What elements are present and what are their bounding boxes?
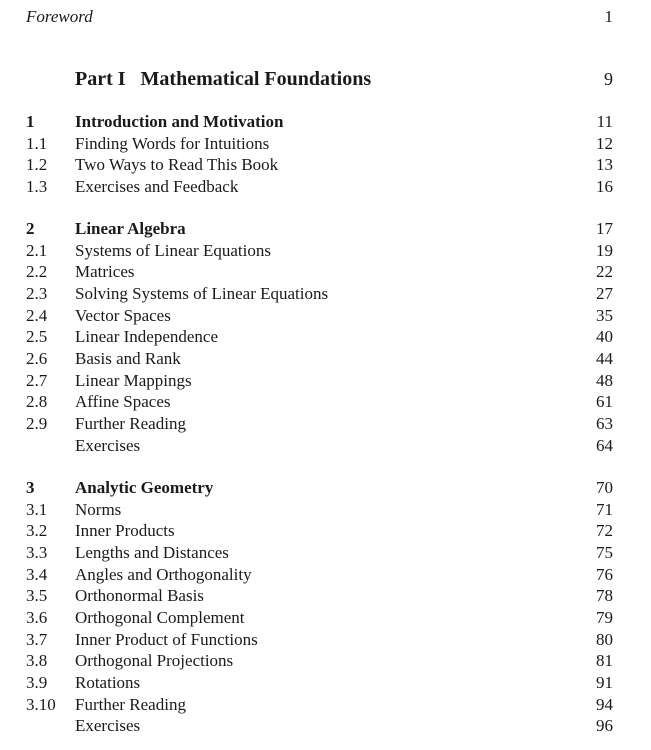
- toc-entry-section[interactable]: [0, 435, 651, 457]
- part-title: Mathematical Foundations: [140, 68, 372, 90]
- entry-title: Introduction and Motivation: [75, 112, 284, 131]
- toc-entry-section[interactable]: [0, 391, 651, 413]
- toc-entry-section[interactable]: [0, 629, 651, 651]
- entry-page: 96: [596, 716, 613, 736]
- entry-number: 3.6: [26, 607, 48, 627]
- toc-entry-foreword[interactable]: [0, 6, 651, 28]
- entry-page: 17: [596, 219, 613, 238]
- entry-number: 1.2: [26, 155, 48, 175]
- entry-title: Exercises: [75, 435, 141, 455]
- toc-entry-section[interactable]: [0, 564, 651, 586]
- entry-number: 2.8: [26, 392, 48, 412]
- toc-entry-section[interactable]: [0, 348, 651, 370]
- toc-entry-section[interactable]: [0, 607, 651, 629]
- entry-page: 19: [596, 240, 613, 260]
- entry-number: 1.1: [26, 133, 48, 153]
- entry-page: 71: [596, 499, 613, 519]
- entry-page: 64: [596, 435, 613, 455]
- entry-title: Further Reading: [75, 694, 186, 714]
- toc-entry-section[interactable]: [0, 672, 651, 694]
- toc-entry-section[interactable]: [0, 133, 651, 155]
- entry-page: 22: [596, 262, 613, 282]
- entry-number: 3.5: [26, 586, 48, 606]
- entry-title: Orthonormal Basis: [75, 586, 204, 606]
- toc-entry-section[interactable]: [0, 154, 651, 176]
- entry-title: Exercises and Feedback: [75, 177, 239, 196]
- entry-page: 44: [596, 348, 613, 368]
- entry-page: 81: [596, 651, 613, 671]
- toc-entry-section[interactable]: [0, 499, 651, 521]
- toc-entry-section[interactable]: [0, 520, 651, 542]
- entry-number: 2.6: [26, 348, 48, 368]
- entry-title: Affine Spaces: [75, 392, 171, 412]
- entry-title: Vector Spaces: [75, 305, 171, 325]
- entry-title: Matrices: [75, 262, 135, 282]
- entry-number: 2.5: [26, 327, 48, 347]
- toc-entry-part[interactable]: [0, 68, 651, 90]
- entry-page: 80: [596, 629, 613, 649]
- entry-title: Further Reading: [75, 413, 186, 433]
- entry-number: 1: [26, 112, 35, 131]
- entry-page: 12: [596, 133, 613, 153]
- entry-title: Lengths and Distances: [75, 542, 229, 562]
- entry-title: Linear Mappings: [75, 370, 192, 390]
- entry-page: 94: [596, 694, 613, 714]
- entry-number: 3: [26, 478, 35, 497]
- toc-entry-section[interactable]: [0, 240, 651, 262]
- foreword-title: Foreword: [26, 7, 93, 26]
- entry-title: Linear Independence: [75, 327, 218, 347]
- entry-page: 13: [596, 155, 613, 175]
- entry-title: Norms: [75, 499, 122, 519]
- entry-page: 70: [596, 478, 613, 497]
- entry-number: 3.7: [26, 629, 48, 649]
- entry-number: 3.3: [26, 542, 48, 562]
- part-heading: [75, 68, 371, 90]
- entry-title: Rotations: [75, 672, 141, 692]
- foreword-page: 1: [604, 7, 613, 26]
- part-label: Part I: [75, 68, 126, 90]
- entry-number: 2.9: [26, 413, 48, 433]
- entry-title: Orthogonal Complement: [75, 607, 245, 627]
- entry-title: Basis and Rank: [75, 348, 181, 368]
- entry-page: 11: [596, 112, 613, 131]
- entry-number: 2: [26, 219, 35, 238]
- toc-entry-section[interactable]: [0, 261, 651, 283]
- toc-entry-section[interactable]: [0, 370, 651, 392]
- entry-page: 61: [596, 392, 613, 412]
- toc-entry-chapter[interactable]: [0, 477, 651, 499]
- entry-title: Solving Systems of Linear Equations: [75, 283, 329, 303]
- entry-title: Inner Product of Functions: [75, 629, 258, 649]
- entry-title: Inner Products: [75, 521, 175, 541]
- toc-entry-section[interactable]: [0, 542, 651, 564]
- entry-title: Two Ways to Read This Book: [75, 155, 279, 175]
- entry-title: Angles and Orthogonality: [75, 564, 252, 584]
- entry-number: 2.2: [26, 262, 48, 282]
- toc-entry-chapter[interactable]: [0, 111, 651, 133]
- toc-entry-section[interactable]: [0, 585, 651, 607]
- entry-title: Linear Algebra: [75, 219, 186, 238]
- entry-title: Analytic Geometry: [75, 478, 214, 497]
- entry-number: 3.9: [26, 672, 48, 692]
- entry-number: 2.4: [26, 305, 48, 325]
- toc-entry-chapter[interactable]: [0, 218, 651, 240]
- toc-entry-section[interactable]: [0, 176, 651, 198]
- entry-page: 35: [596, 305, 613, 325]
- entry-page: 63: [596, 413, 613, 433]
- entry-page: 78: [596, 586, 613, 606]
- entry-title: Exercises: [75, 716, 141, 736]
- entry-number: 2.7: [26, 370, 48, 390]
- entry-page: 27: [596, 283, 613, 303]
- entry-page: 79: [596, 607, 613, 627]
- entry-number: 3.10: [26, 694, 56, 714]
- entry-number: 2.3: [26, 283, 48, 303]
- entry-page: 75: [596, 542, 613, 562]
- toc-entry-section[interactable]: [0, 650, 651, 672]
- entry-page: 76: [596, 564, 613, 584]
- entry-number: 3.2: [26, 521, 48, 541]
- part-page: 9: [604, 69, 613, 89]
- entry-page: 72: [596, 521, 613, 541]
- entry-number: 3.4: [26, 564, 48, 584]
- entry-number: 1.3: [26, 177, 48, 196]
- toc-entry-section[interactable]: [0, 283, 651, 305]
- entry-page: 40: [596, 327, 613, 347]
- toc-entry-section[interactable]: [0, 326, 651, 348]
- entry-page: 16: [596, 177, 613, 196]
- entry-title: Orthogonal Projections: [75, 651, 234, 671]
- entry-page: 48: [596, 370, 613, 390]
- entry-page: 91: [596, 672, 613, 692]
- toc-entry-section[interactable]: [0, 305, 651, 327]
- entry-number: 2.1: [26, 240, 48, 260]
- entry-number: 3.1: [26, 499, 48, 519]
- entry-title: Finding Words for Intuitions: [75, 133, 270, 153]
- entry-title: Systems of Linear Equations: [75, 240, 271, 260]
- entry-number: 3.8: [26, 651, 48, 671]
- toc-entry-section[interactable]: [0, 715, 651, 737]
- toc-entry-section[interactable]: [0, 694, 651, 716]
- toc-entry-section[interactable]: [0, 413, 651, 435]
